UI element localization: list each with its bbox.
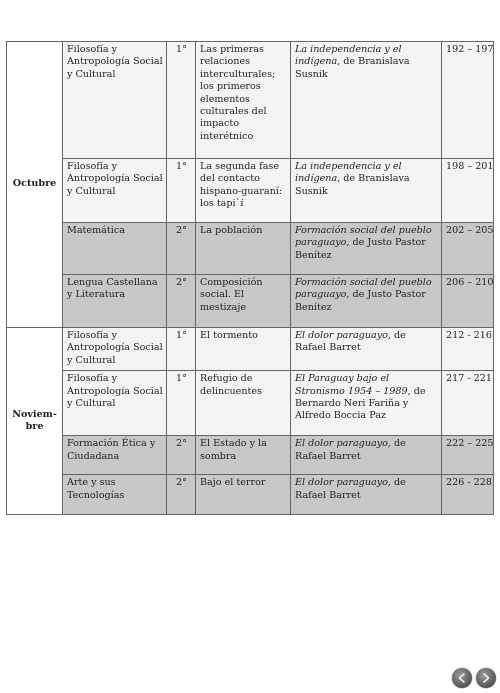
work-title: Formación social del pueblo paraguayo: [295, 225, 432, 249]
pages-cell: 226 - 228: [442, 475, 494, 515]
table-row: [7, 275, 494, 328]
subject-cell: Filosofía y Antropología Social y Cultural: [63, 159, 167, 223]
grade-cell: 1°: [167, 159, 196, 223]
work-title: El dolor paraguayo: [295, 477, 388, 489]
topic-cell: Refugio de delincuentes: [196, 371, 291, 436]
topic-cell: El tormento: [196, 328, 291, 371]
work-cell: [291, 159, 442, 223]
table-row: [7, 436, 494, 475]
work-cell: [291, 223, 442, 275]
work-author: , de Justo Pastor Benítez: [295, 237, 426, 261]
next-page-icon: [476, 668, 496, 688]
table-row: [7, 328, 494, 371]
work-cell: [291, 275, 442, 328]
month-november-line2: bre: [25, 421, 44, 433]
pages-cell: 206 – 210: [442, 275, 494, 328]
pages-cell: 198 – 201: [442, 159, 494, 223]
month-november: [7, 328, 63, 515]
pages-cell: 192 – 197: [442, 42, 494, 159]
month-november-line1: Noviem-: [12, 408, 57, 420]
work-title: La independencia y el indígena: [295, 44, 402, 68]
grade-cell: 2°: [167, 475, 196, 515]
subject-cell: Lengua Castellana y Literatura: [63, 275, 167, 328]
subject-cell: Formación Ética y Ciudadana: [63, 436, 167, 475]
work-author: , de Rafael Barret: [295, 330, 406, 354]
work-author: , de Branislava Susnik: [295, 56, 410, 80]
previous-page-button[interactable]: [452, 668, 472, 688]
subject-cell: Filosofía y Antropología Social y Cultural: [63, 371, 167, 436]
pages-cell: 217 - 221: [442, 371, 494, 436]
work-author: , de Justo Pastor Benítez: [295, 289, 426, 313]
work-title: Formación social del pueblo paraguayo: [295, 277, 432, 301]
grade-cell: 1°: [167, 42, 196, 159]
topic-cell: Composición social. El mestizaje: [196, 275, 291, 328]
month-october: Octubre: [7, 42, 63, 328]
table-row: [7, 371, 494, 436]
pages-cell: 202 – 205: [442, 223, 494, 275]
work-cell: [291, 328, 442, 371]
table-row: [7, 159, 494, 223]
work-cell: [291, 436, 442, 475]
subject-cell: Filosofía y Antropología Social y Cultural: [63, 328, 167, 371]
work-cell: [291, 42, 442, 159]
topic-cell: El Estado y la sombra: [196, 436, 291, 475]
work-author: , de Bernardo Neri Fariña y Alfredo Boccia Paz: [295, 385, 426, 422]
topic-cell: La segunda fase del contacto hispano-guaraní: los tapi`í: [196, 159, 291, 223]
grade-cell: 2°: [167, 223, 196, 275]
table-row: [7, 223, 494, 275]
subject-cell: Arte y sus Tecnologías: [63, 475, 167, 515]
grade-cell: 2°: [167, 275, 196, 328]
grade-cell: 1°: [167, 371, 196, 436]
work-title: El dolor paraguayo: [295, 438, 388, 450]
work-title: La independencia y el indígena: [295, 161, 402, 185]
work-author: , de Rafael Barret: [295, 438, 406, 462]
grade-cell: 2°: [167, 436, 196, 475]
pages-cell: 222 – 225: [442, 436, 494, 475]
next-page-button[interactable]: [476, 668, 496, 688]
subject-cell: Filosofía y Antropología Social y Cultural: [63, 42, 167, 159]
table-row: [7, 42, 494, 159]
work-cell: [291, 475, 442, 515]
work-title: El Paraguay bajo el Stronismo 1954 – 1989: [295, 373, 408, 397]
schedule-table: [6, 41, 494, 515]
work-title: El dolor paraguayo: [295, 330, 388, 341]
pages-cell: 212 - 216: [442, 328, 494, 371]
topic-cell: Las primeras relaciones interculturales; los primeros elementos culturales del impacto interétnico: [196, 42, 291, 159]
topic-cell: La población: [196, 223, 291, 275]
topic-cell: Bajo el terror: [196, 475, 291, 515]
grade-cell: 1°: [167, 328, 196, 371]
subject-cell: Matemática: [63, 223, 167, 275]
previous-page-icon: [452, 668, 472, 688]
work-author: , de Rafael Barret: [295, 477, 406, 501]
work-author: , de Branislava Susnik: [295, 173, 410, 197]
work-cell: [291, 371, 442, 436]
table-row: [7, 475, 494, 515]
